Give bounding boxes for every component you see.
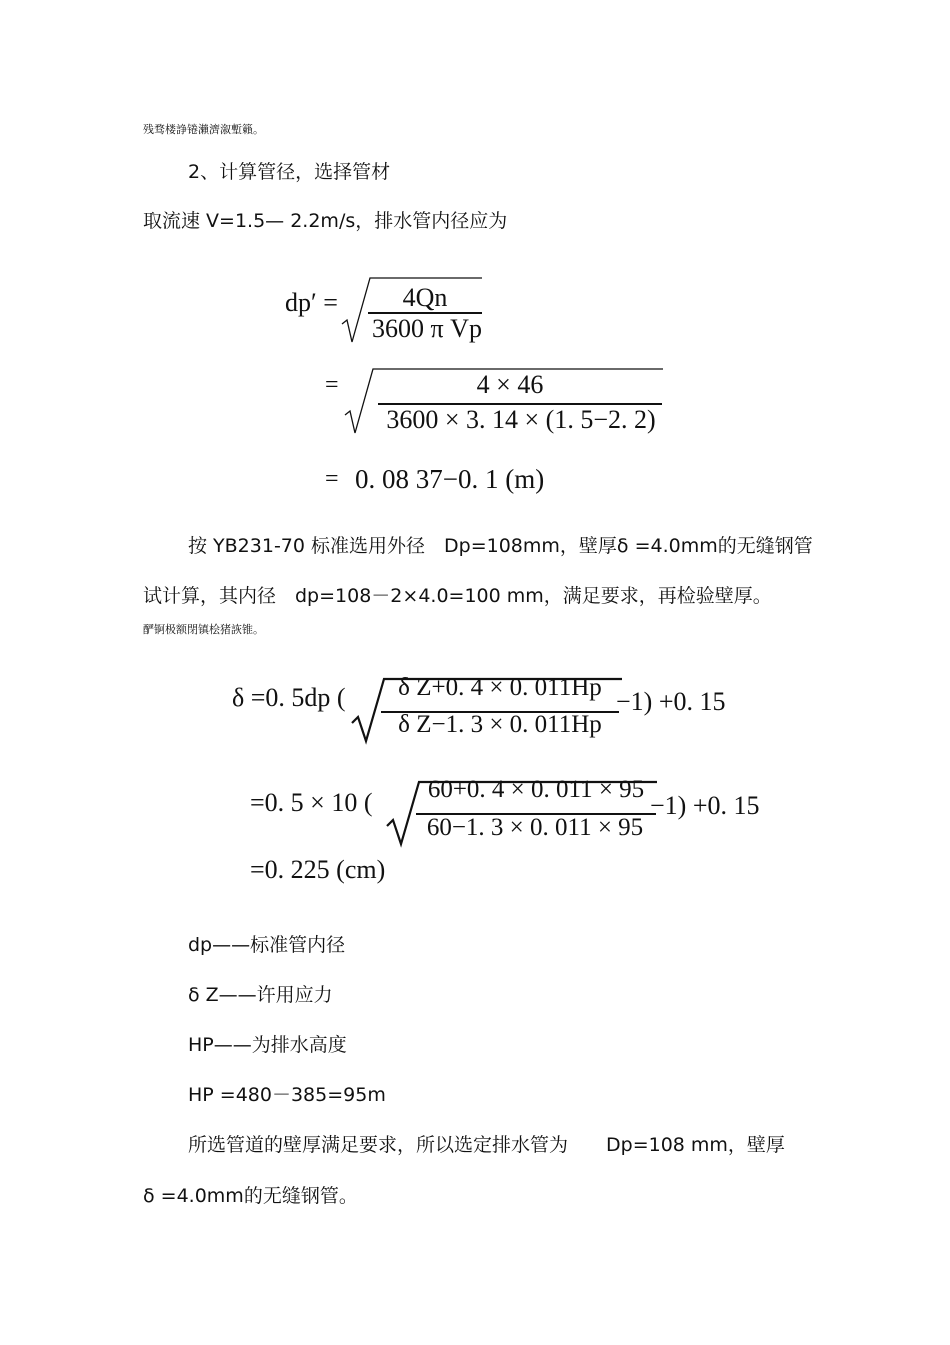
header-garbled-text: 残骛楼諍锩瀨濟溆塹籟。: [143, 123, 264, 136]
conclusion-line-2: δ =4.0mm的无缝钢管。: [143, 1185, 358, 1207]
eq1-denominator: 3600 π Vp: [372, 314, 482, 343]
eq2-numerator: δ Z+0. 4 × 0. 011Hp: [398, 674, 602, 701]
def-delta-z: δ Z——许用应力: [188, 984, 333, 1006]
intro-line: 取流速 V=1.5— 2.2m/s，排水管内径应为: [143, 210, 508, 232]
eq2-denominator: δ Z−1. 3 × 0. 011Hp: [398, 711, 602, 738]
eq2-lhs-2: =0. 5 × 10 (: [250, 788, 373, 817]
eq2-result: =0. 225 (cm): [250, 855, 386, 884]
eq1-numerator-2: 4 × 46: [476, 370, 544, 399]
def-hp: HP——为排水高度: [188, 1034, 347, 1056]
eq1-equals-2: =: [325, 372, 339, 398]
garbled-text-2: 酽锕极额閉镇桧猪詼锥。: [143, 623, 264, 636]
eq2-lhs: δ =0. 5dp (: [232, 683, 346, 712]
conclusion-line-1: 所选管道的壁厚满足要求，所以选定排水管为 Dp=108 mm，壁厚: [188, 1134, 785, 1156]
eq1-denominator-2: 3600 × 3. 14 × (1. 5−2. 2): [386, 405, 656, 434]
eq2-tail-2: −1) +0. 15: [650, 791, 760, 820]
eq1-equals-3: =: [325, 466, 339, 492]
eq1-numerator: 4Qn: [402, 283, 448, 312]
def-dp: dp——标准管内径: [188, 934, 346, 956]
eq1-lhs: dp′ =: [285, 288, 338, 317]
section-heading: 2、计算管径，选择管材: [188, 161, 391, 183]
eq2-numerator-2: 60+0. 4 × 0. 011 × 95: [427, 776, 645, 803]
pipe-selection-line-1: 按 YB231-70 标准选用外径 Dp=108mm，壁厚δ =4.0mm的无缝钢管: [188, 535, 813, 557]
eq1-result: 0. 08 37−0. 1 (m): [355, 464, 545, 494]
eq2-denominator-2: 60−1. 3 × 0. 011 × 95: [426, 814, 644, 841]
def-hp-value: HP =480－385=95m: [188, 1084, 386, 1106]
pipe-selection-line-2: 试计算，其内径 dp=108－2×4.0=100 mm，满足要求，再检验壁厚。: [143, 585, 772, 607]
eq2-tail: −1) +0. 15: [616, 687, 726, 716]
